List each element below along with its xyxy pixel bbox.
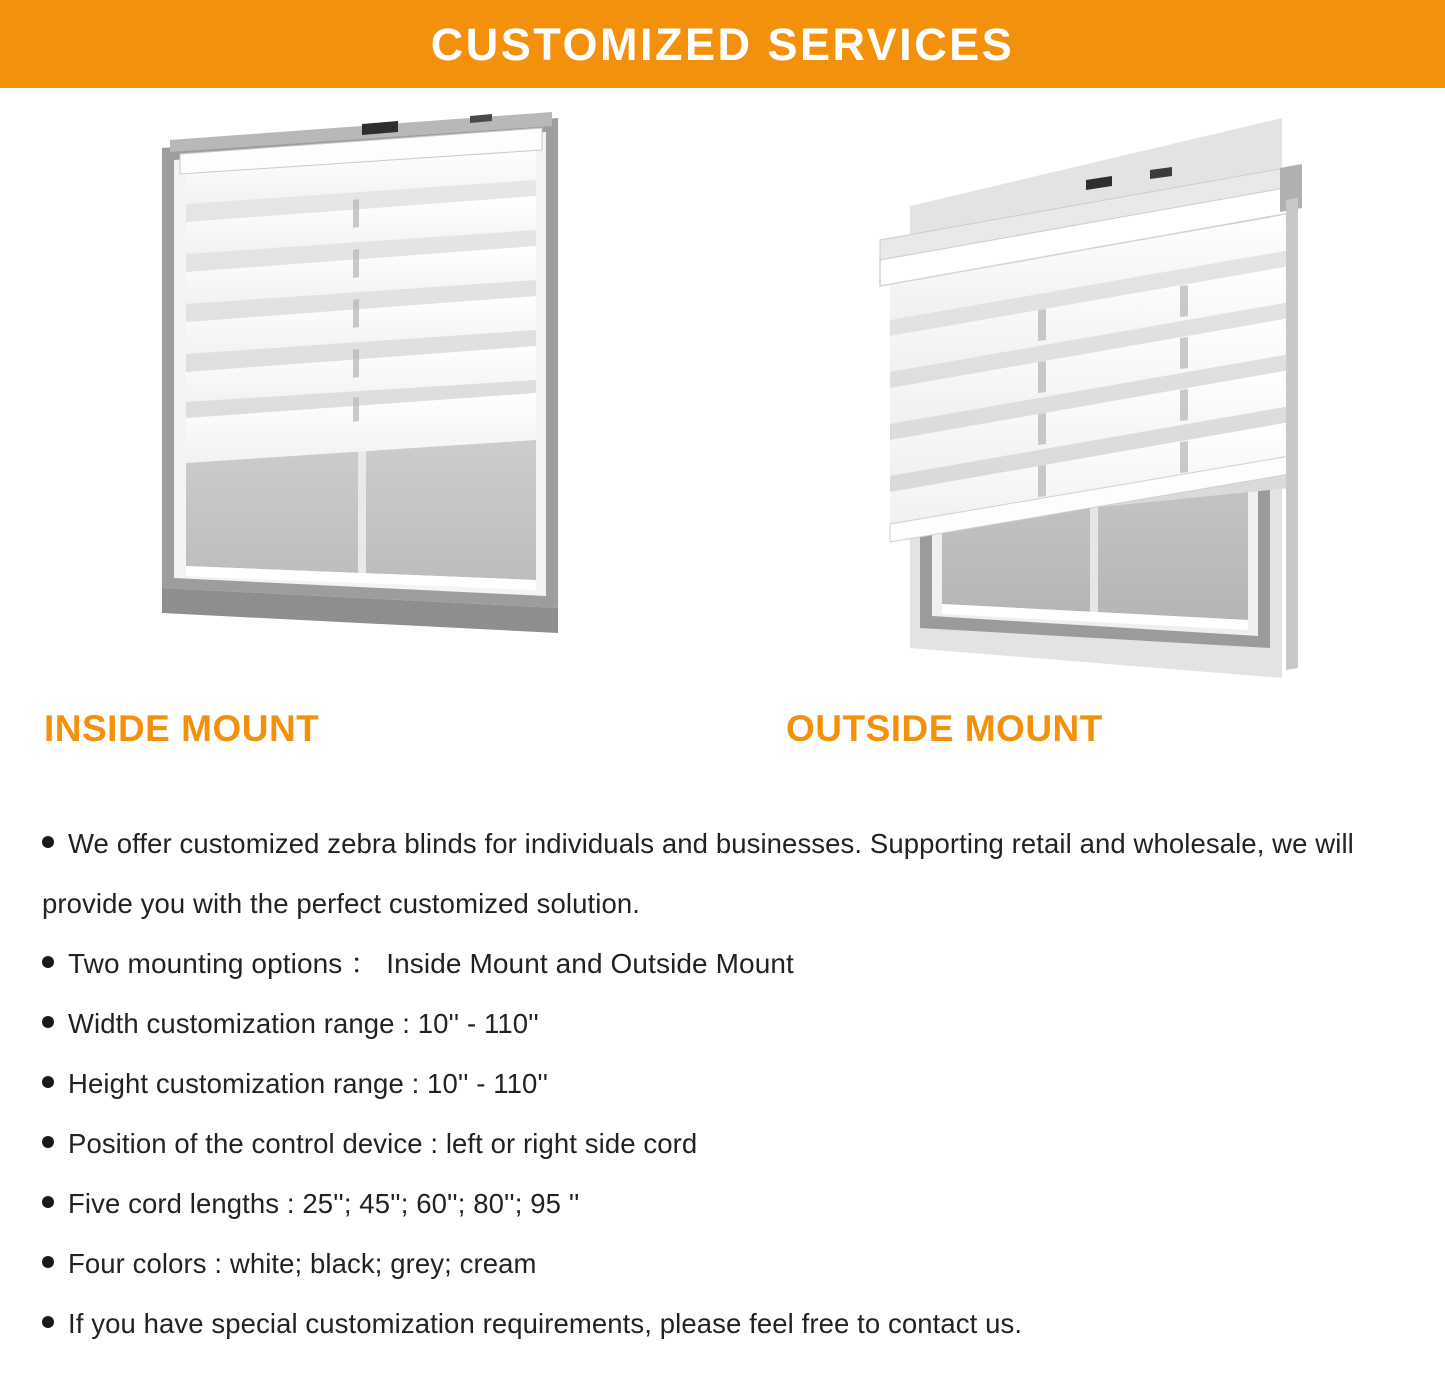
list-item — [42, 934, 1421, 994]
list-item — [42, 1234, 1421, 1294]
bullet-dot-icon — [42, 836, 54, 848]
bullet-dot-icon — [42, 956, 54, 968]
list-item-text: We offer customized zebra blinds for individuals and businesses. Supporting retail and wholesale, we will provide you with the perfect customized solution. — [42, 828, 1354, 919]
header-banner — [0, 0, 1445, 88]
list-item — [42, 814, 1421, 934]
label-outside-mount: OUTSIDE MOUNT — [786, 708, 1103, 749]
bullet-dot-icon — [42, 1016, 54, 1028]
list-item — [42, 1174, 1421, 1234]
list-item-text: Height customization range : 10'' - 110'' — [68, 1068, 549, 1099]
list-item — [42, 994, 1421, 1054]
mount-labels — [0, 708, 1445, 788]
list-item-text: Two mounting options ： Inside Mount and Outside Mount — [68, 948, 794, 979]
list-item — [42, 1054, 1421, 1114]
list-item-text: Position of the control device : left or right side cord — [68, 1128, 698, 1159]
bullet-dot-icon — [42, 1136, 54, 1148]
list-item — [42, 1114, 1421, 1174]
bullet-dot-icon — [42, 1316, 54, 1328]
zebra-blind-outside-mount-icon — [850, 88, 1320, 708]
list-item-text: Five cord lengths : 25''; 45''; 60''; 80''; 95 '' — [68, 1188, 580, 1219]
label-inside-mount: INSIDE MOUNT — [44, 708, 320, 749]
illustration-row — [0, 88, 1445, 708]
outside-mount-illustration — [850, 88, 1320, 708]
zebra-blind-inside-mount-icon — [140, 88, 610, 708]
bullet-dot-icon — [42, 1076, 54, 1088]
list-item — [42, 1294, 1421, 1354]
list-item-text: If you have special customization requirements, please feel free to contact us. — [68, 1308, 1023, 1339]
bullet-dot-icon — [42, 1256, 54, 1268]
feature-list — [0, 814, 1445, 1354]
bullet-dot-icon — [42, 1196, 54, 1208]
list-item-text: Width customization range : 10'' - 110'' — [68, 1008, 539, 1039]
list-item-text: Four colors : white; black; grey; cream — [68, 1248, 537, 1279]
inside-mount-illustration — [140, 88, 610, 708]
page-title: CUSTOMIZED SERVICES — [430, 18, 1015, 70]
